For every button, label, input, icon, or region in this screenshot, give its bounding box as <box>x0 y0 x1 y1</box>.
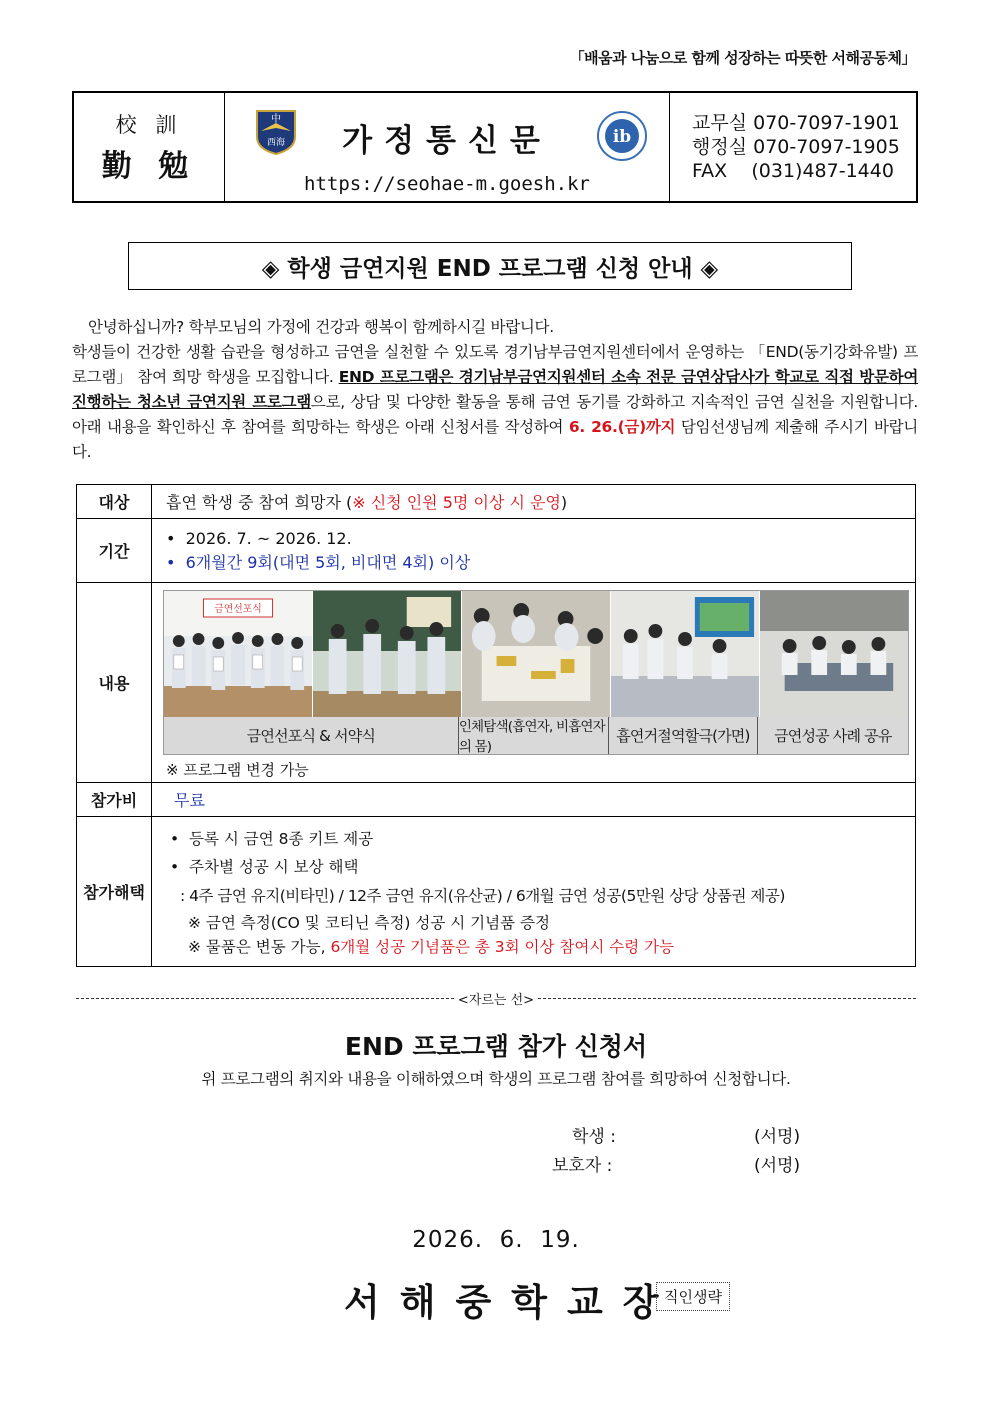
letterhead-center <box>225 93 670 201</box>
photo-captions <box>164 717 908 754</box>
caption-ceremony: 금연선포식 & 서약식 <box>164 717 459 754</box>
notice-title: ◈ 학생 금연지원 END 프로그램 신청 안내 ◈ <box>128 242 852 290</box>
photo-role-play <box>611 591 760 717</box>
row-content <box>77 583 916 783</box>
motto-text: 勤 勉 <box>101 149 197 184</box>
cut-label: <자르는 선> <box>457 993 535 1008</box>
caption-roleplay: 흡연거절역할극(가면) <box>609 717 757 754</box>
row-target <box>77 485 916 519</box>
greeting: 안녕하십니까? 학부모님의 가정에 건강과 행복이 함께하시길 바랍니다. <box>88 318 554 336</box>
svg-text:西海: 西海 <box>266 138 286 148</box>
benefit-value: • 등록 시 금연 8종 키트 제공 • 주차별 성공 시 보상 해택 : 4주 금연 유지(비타민) / 12주 금연 유지(유산균) / 6개월 금연 성공(5만원 상당 상품권 제공) ※ 금연 측정(CO 및 코티닌 측정) 성공 시 기념품 증정 ※ 물품은 변동 가능, 6개월 성공 기념품은 총 3회 이상 참여시 수령 가능 <box>152 817 916 967</box>
newsletter-title: 가정통신문 <box>342 123 552 159</box>
caption-body: 인체탐색(흡연자, 비흡연자의 몸) <box>459 717 609 754</box>
fee-label: 참가비 <box>77 783 152 817</box>
application-title: END 프로그램 참가 신청서 <box>344 1032 648 1061</box>
caption-success: 금연성공 사례 공유 <box>774 726 892 745</box>
principal-name: 서해중학교장 <box>344 1280 679 1324</box>
content-label: 내용 <box>77 583 152 783</box>
target-value: 흡연 학생 중 참여 희망자 (※ 신청 인원 5명 이상 시 운영) <box>152 485 916 519</box>
motto-label: 校 訓 <box>115 113 183 137</box>
program-info-table <box>76 484 916 967</box>
intro-text <box>72 315 918 465</box>
photo-pledge <box>313 591 462 717</box>
contact-info <box>670 93 916 201</box>
target-label: 대상 <box>77 485 152 519</box>
school-motto <box>74 93 225 201</box>
fee-value: 무료 <box>152 783 916 817</box>
content-note: ※ 프로그램 변경 가능 <box>166 760 309 779</box>
school-url: https://seohae-m.goesh.kr <box>304 173 590 195</box>
program-description: END 프로그램은 경기남부금연지원센터 소속 전문 금연상담사가 학교로 직접 방문하여 진행하는 청소년 금연지원 프로그램 <box>72 368 919 411</box>
intro-paragraph: 학생들이 건강한 생활 습관을 형성하고 금연을 실천할 수 있도록 경기남부금연지원센터에서 운영하는 「END(동기강화유발) 프로그램」 참여 희망 학생을 모집합니다. END 프로그램은 경기남부금연지원센터 소속 전문 금연상담사가 학교로 직접 방문하여 진행하는 청소년 금연지원 프로그램으로, 상담 및 다양한 활동을 통해 금연 동기를 강화하고 지속적인 금연 실천을 지원합니다. 아래 내용을 확인하신 후 참여를 희망하는 학생은 아래 신청서를 작성하여 6. 26.(금)까지 담임선생님께 제출해 주시기 바랍니다. <box>72 343 919 461</box>
row-fee <box>77 783 916 817</box>
application-description: 위 프로그램의 취지와 내용을 이해하였으며 학생의 프로그램 참여를 희망하여 신청합니다. <box>201 1070 791 1088</box>
seal-omitted: 직인생략 <box>656 1282 730 1311</box>
svg-text:中: 中 <box>271 114 281 125</box>
cut-line <box>76 989 916 1008</box>
period-label: 기간 <box>77 519 152 583</box>
letterhead <box>72 91 918 203</box>
svg-text:금연선포식: 금연선포식 <box>214 603 262 615</box>
row-period <box>77 519 916 583</box>
student-sign: (서명) <box>754 1127 801 1147</box>
photo-body-exploration <box>462 591 611 717</box>
svg-text:ib: ib <box>612 127 632 147</box>
photo-success-stories <box>760 591 908 717</box>
benefit-label: 참가해택 <box>77 817 152 967</box>
content-value <box>152 583 916 783</box>
school-slogan: 「배움과 나눔으로 함께 성장하는 따뜻한 서해공동체」 <box>569 49 916 67</box>
issue-date: 2026. 6. 19. <box>412 1227 580 1253</box>
row-benefits <box>77 817 916 967</box>
activity-photos <box>163 590 909 755</box>
deadline: 6. 26.(금)까지 <box>568 418 676 436</box>
parent-sign: (서명) <box>754 1156 801 1176</box>
photo-ceremony <box>164 591 313 717</box>
parent-label: 보호자 : <box>552 1156 613 1176</box>
contact-office: 교무실 070-7097-1901 <box>692 112 900 134</box>
contact-fax: FAX (031)487-1440 <box>692 160 894 182</box>
period-value: • 2026. 7. ~ 2026. 12. • 6개월간 9회(대면 5회, 비대면 4회) 이상 <box>152 519 916 583</box>
ib-logo-icon <box>597 111 647 161</box>
contact-admin: 행정실 070-7097-1905 <box>692 136 900 158</box>
student-label: 학생 : <box>572 1127 616 1147</box>
